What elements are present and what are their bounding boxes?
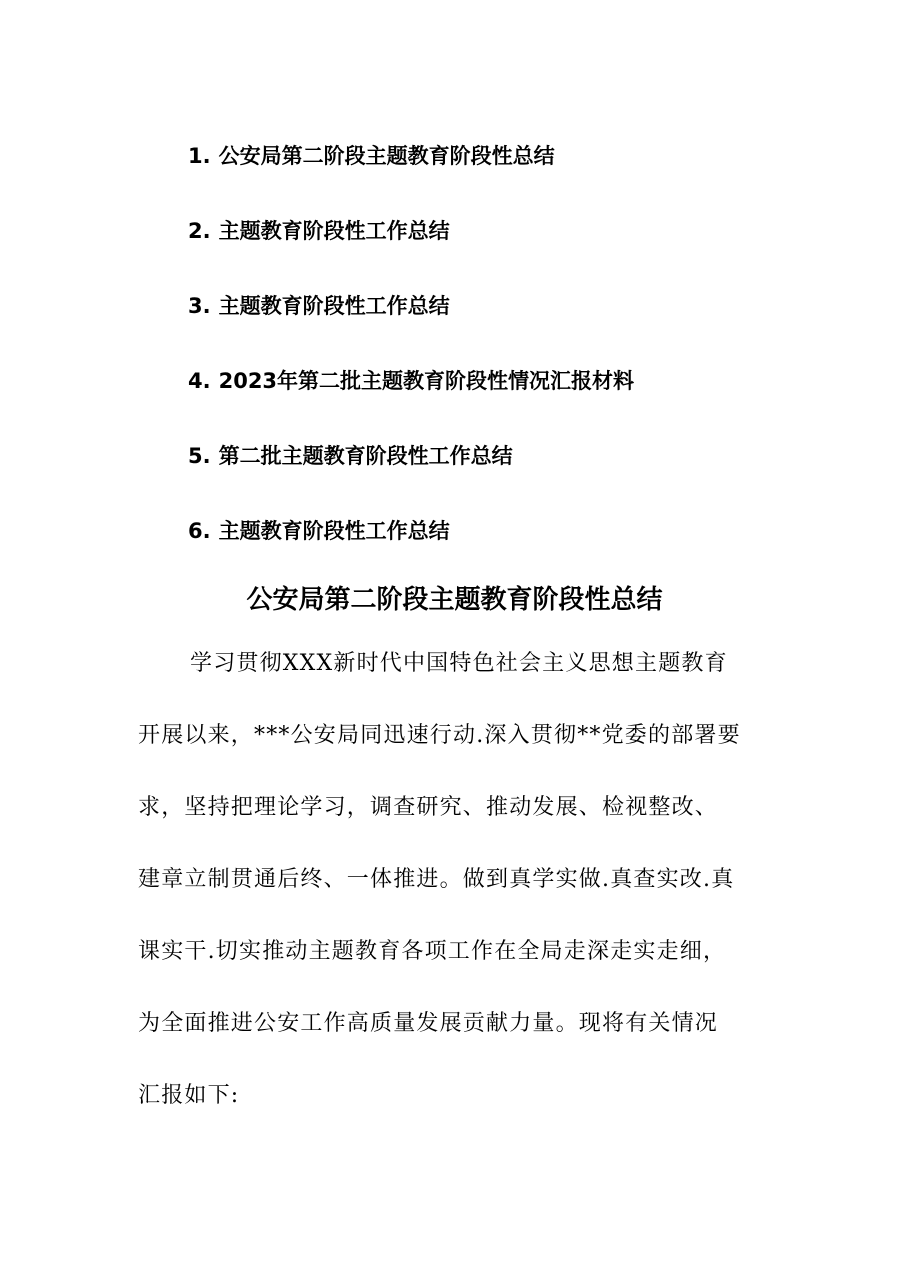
paragraph-line: 学习贯彻XXX新时代中国特色社会主义思想主题教育 — [190, 651, 728, 676]
toc-item-number: 5. — [188, 444, 211, 468]
toc-item — [188, 288, 828, 363]
toc-item — [188, 363, 828, 438]
toc-item — [188, 513, 828, 588]
paragraph-line: 汇报如下: — [138, 1083, 240, 1108]
toc-item-text: 主题教育阶段性工作总结 — [218, 294, 450, 318]
toc-item-text: 第二批主题教育阶段性工作总结 — [218, 444, 513, 468]
paragraph-line: 建章立制贯通后终、一体推进。做到真学实做.真查实改.真 — [138, 867, 735, 892]
toc-item-number: 3. — [188, 294, 211, 318]
paragraph-line: 开展以来，***公安局同迅速行动.深入贯彻**党委的部署要 — [138, 723, 741, 748]
toc-item — [188, 438, 828, 513]
toc-item-number: 2. — [188, 219, 211, 243]
paragraph-line: 求，坚持把理论学习，调查研究、推动发展、检视整改、 — [138, 795, 719, 820]
toc-item — [188, 213, 828, 288]
toc-item-text: 主题教育阶段性工作总结 — [218, 219, 450, 243]
toc-item-text: 主题教育阶段性工作总结 — [218, 519, 450, 543]
toc-item — [188, 138, 828, 213]
paragraph-line: 为全面推进公安工作高质量发展贡献力量。现将有关情况 — [138, 1011, 719, 1036]
document-title: 公安局第二阶段主题教育阶段性总结 — [246, 585, 663, 615]
toc-item-number: 4. — [188, 369, 211, 393]
toc-item-text: 2023年第二批主题教育阶段性情况汇报材料 — [218, 369, 635, 393]
table-of-contents — [188, 138, 828, 588]
toc-item-number: 1. — [188, 144, 211, 168]
paragraph-line: 课实干.切实推动主题教育各项工作在全局走深走实走细， — [138, 939, 727, 964]
body-paragraph — [138, 644, 778, 1148]
toc-item-text: 公安局第二阶段主题教育阶段性总结 — [218, 144, 555, 168]
toc-item-number: 6. — [188, 519, 211, 543]
